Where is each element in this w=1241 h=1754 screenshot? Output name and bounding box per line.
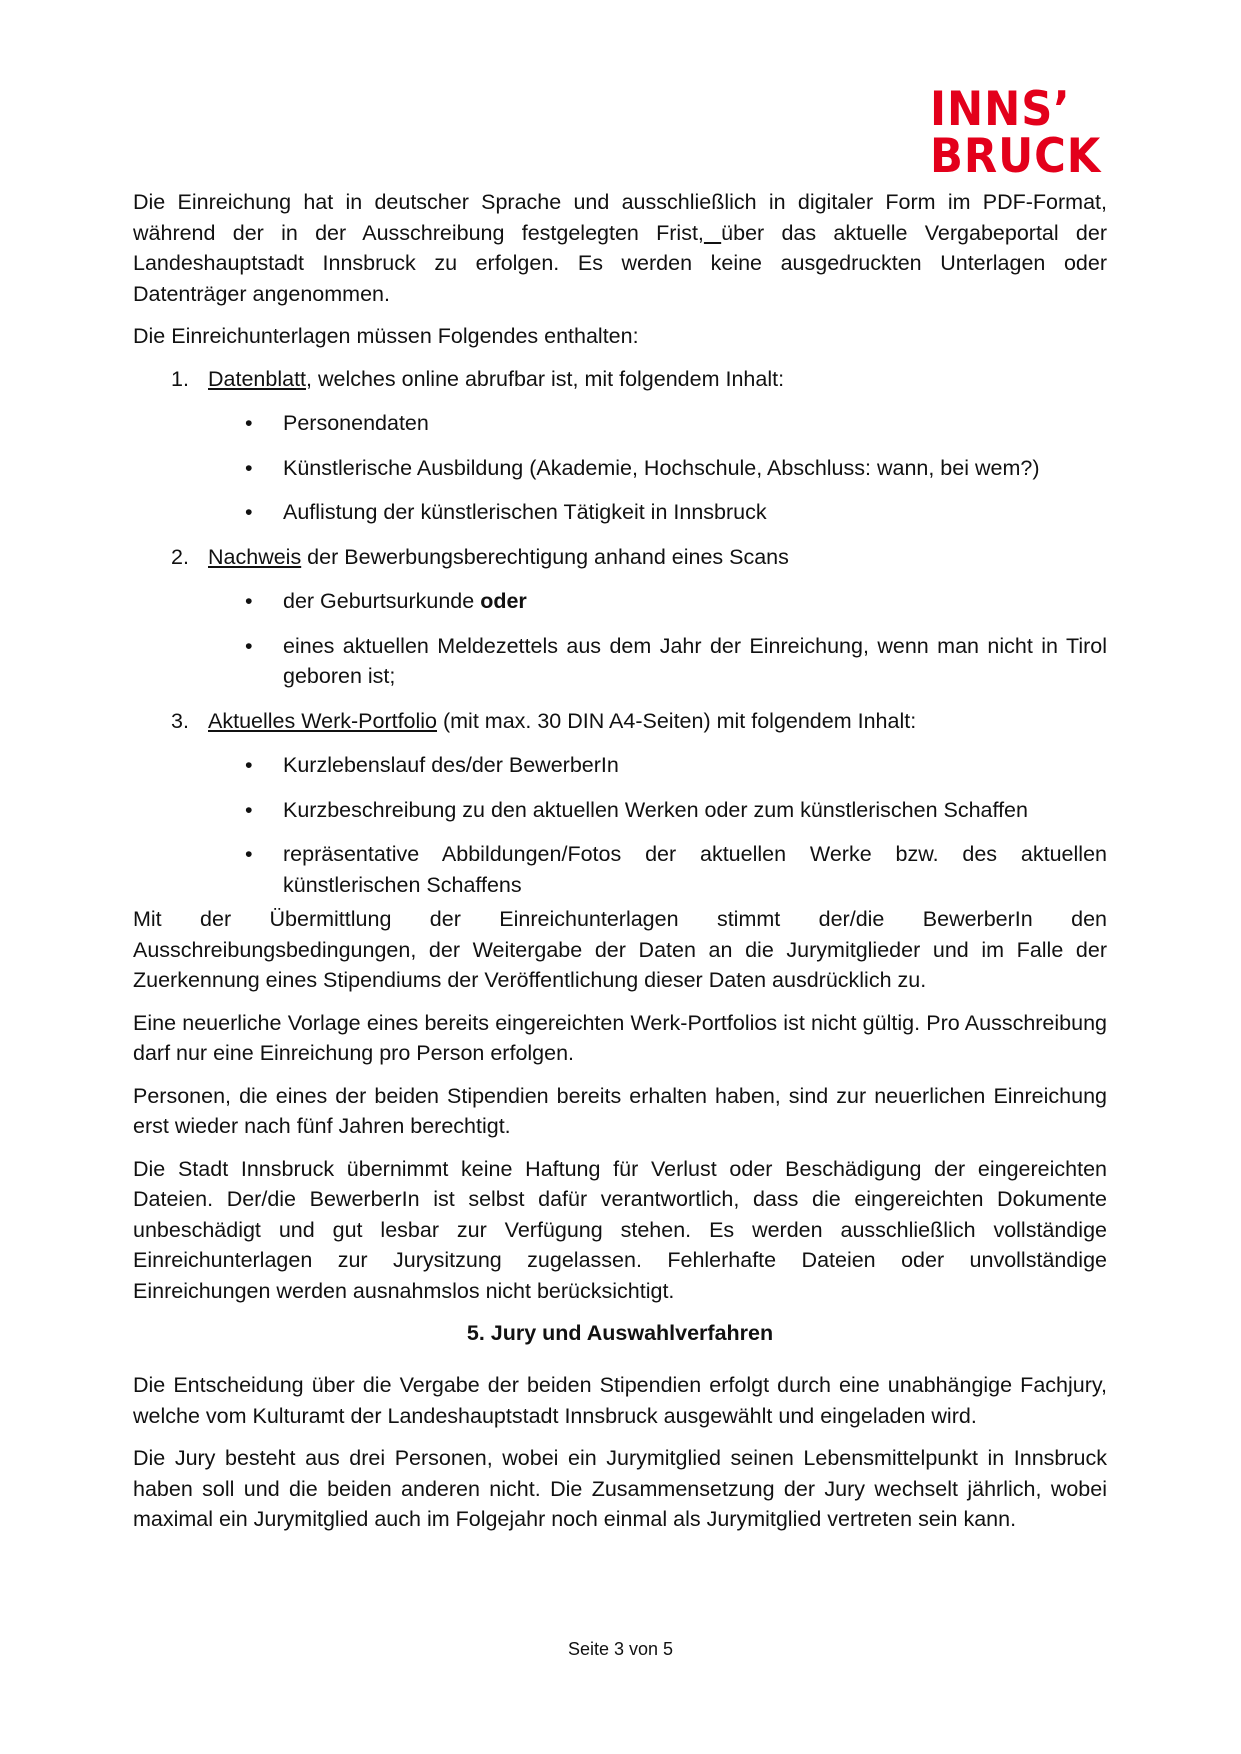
item-term: Datenblatt bbox=[208, 366, 307, 391]
document-body bbox=[133, 187, 1107, 1547]
requirements-lead: Die Einreichunterlagen müssen Folgendes enthalten: bbox=[133, 324, 639, 348]
list-item: 2. Nachweis der Bewerbungsberechtigung anhand eines Scans bbox=[133, 542, 1107, 573]
jury-composition-paragraph: Die Jury besteht aus drei Personen, wobei ein Jurymitglied seinen Lebensmittelpunkt in Innsbruck haben soll und die beiden anderen nicht. Die Zusammensetzung der Jury wechselt jährlich, wobei maximal ein Jurymitglied auch im Folgejahr noch einmal als Jurymitglied vertreten sein kann. bbox=[133, 1446, 1107, 1531]
bullet-item: • Personendaten bbox=[133, 408, 1107, 439]
bullet-item: • Auflistung der künstlerischen Tätigkeit in Innsbruck bbox=[133, 497, 1107, 528]
requirements-list bbox=[133, 364, 1107, 901]
list-item: 3. Aktuelles Werk-Portfolio (mit max. 30 DIN A4-Seiten) mit folgendem Inhalt: bbox=[133, 706, 1107, 737]
list-item: 1. Datenblatt, welches online abrufbar ist, mit folgendem Inhalt: bbox=[133, 364, 1107, 395]
page-number: Seite 3 von 5 bbox=[567, 1639, 674, 1659]
item-number: 1. bbox=[171, 366, 189, 391]
innsbruck-logo bbox=[930, 82, 1102, 184]
eligibility-paragraph: Personen, die eines der beiden Stipendien bereits erhalten haben, sind zur neuerlichen Einreichung erst wieder nach fünf Jahren berechtigt. bbox=[133, 1083, 1107, 1138]
logo-line-2: BRUCK bbox=[930, 129, 1102, 184]
bullet-list bbox=[133, 408, 1107, 528]
item-term: Nachweis bbox=[208, 544, 302, 569]
item-number: 2. bbox=[171, 544, 189, 569]
portfolio-paragraph: Eine neuerliche Vorlage eines bereits eingereichten Werk-Portfolios ist nicht gültig. Pro Ausschreibung darf nur eine Einreichung pro Person erfolgen. bbox=[133, 1010, 1107, 1065]
jury-paragraph: Die Entscheidung über die Vergabe der beiden Stipendien erfolgt durch eine unabhängige Fachjury, welche vom Kulturamt der Landeshauptstadt Innsbruck ausgewählt und eingeladen wird. bbox=[133, 1373, 1107, 1428]
intro-paragraph: Die Einreichung hat in deutscher Sprache und ausschließlich in digitaler Form im PDF-Format, während der in der Ausschreibung festgelegten Frist, über das aktuelle Vergabeportal der Landeshauptstadt Innsbruck zu erfolgen. Es werden keine ausgedruckten Unterlagen oder Datenträger angenommen. bbox=[133, 190, 1107, 306]
bullet-item: • Künstlerische Ausbildung (Akademie, Hochschule, Abschluss: wann, bei wem?) bbox=[133, 453, 1107, 484]
bullet-list bbox=[133, 586, 1107, 692]
bullet-item: • Kurzbeschreibung zu den aktuellen Werken oder zum künstlerischen Schaffen bbox=[133, 795, 1107, 826]
bullet-item: • Kurzlebenslauf des/der BewerberIn bbox=[133, 750, 1107, 781]
liability-paragraph: Die Stadt Innsbruck übernimmt keine Haftung für Verlust oder Beschädigung der eingereichten Dateien. Der/die BewerberIn ist selbst dafür verantwortlich, dass die eingereichten Dokumente unbeschädigt und gut lesbar zur Verfügung stehen. Es werden ausschließlich vollständige Einreichunterlagen zur Jurysitzung zugelassen. Fehlerhafte Dateien oder unvollständige Einreichungen werden ausnahmslos nicht berücksichtigt. bbox=[133, 1156, 1107, 1303]
bullet-list bbox=[133, 750, 1107, 900]
bullet-item: • repräsentative Abbildungen/Fotos der aktuellen Werke bzw. des aktuellen künstlerischen Schaffens bbox=[133, 839, 1107, 900]
item-number: 3. bbox=[171, 708, 189, 733]
item-term: Aktuelles Werk-Portfolio bbox=[208, 708, 438, 733]
section-heading: 5. Jury und Auswahlverfahren bbox=[466, 1321, 774, 1345]
logo-line-1: INNS’ bbox=[930, 82, 1071, 137]
consent-paragraph: Mit der Übermittlung der Einreichunterlagen stimmt der/die BewerberIn den Ausschreibungsbedingungen, der Weitergabe der Daten an die Jurymitglieder und im Falle der Zuerkennung eines Stipendiums der Veröffentlichung dieser Daten ausdrücklich zu. bbox=[133, 907, 1107, 992]
bullet-item: • eines aktuellen Meldezettels aus dem Jahr der Einreichung, wenn man nicht in Tirol geboren ist; bbox=[133, 631, 1107, 692]
bullet-item: • der Geburtsurkunde oder bbox=[133, 586, 1107, 617]
